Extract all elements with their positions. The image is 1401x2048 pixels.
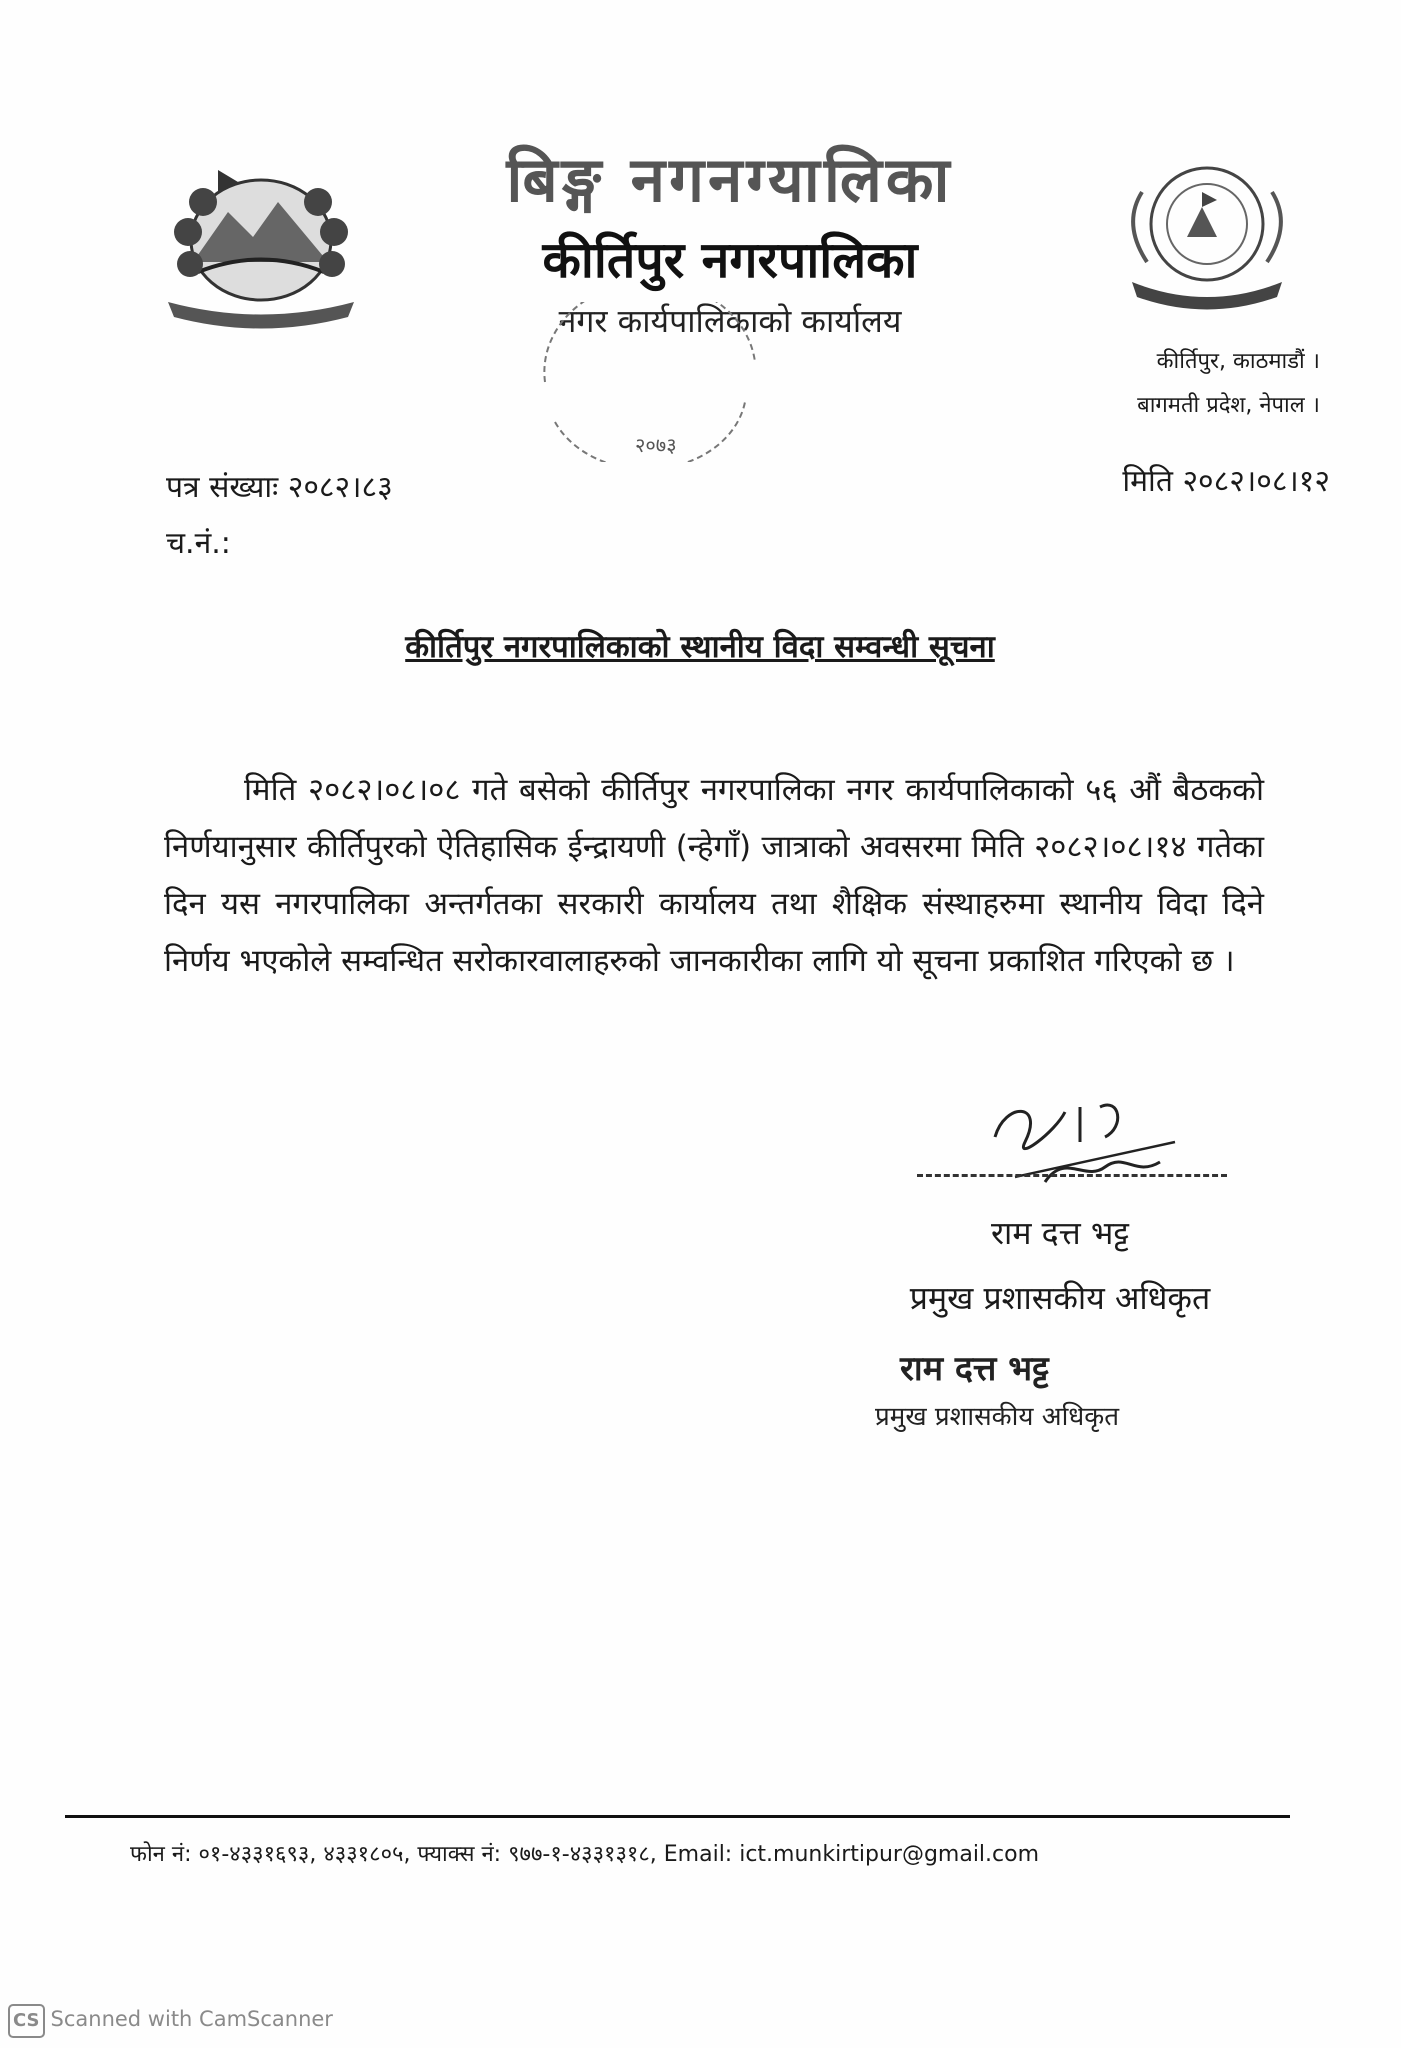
camscanner-text: Scanned with CamScanner	[50, 2007, 333, 2031]
office-seal-stamp	[535, 302, 765, 462]
dispatch-number: च.नं.:	[166, 526, 231, 561]
municipality-name: कीर्तिपुर नगरपालिका	[542, 231, 918, 289]
municipality-logo-icon	[1092, 162, 1322, 312]
footer-contact: फोन नं: ०१-४३३१६९३, ४३३१८०५, फ्याक्स नं: ९७७-१-४३३१३१८, Email: ict.munkirtipur@gmail.com	[130, 1842, 1040, 1867]
stamp-signer-name: राम दत्त भट्ट	[900, 1349, 1049, 1389]
signer-name: राम दत्त भट्ट	[990, 1214, 1130, 1252]
seal-year-text: २०७३	[635, 433, 677, 457]
signature-line	[917, 1174, 1227, 1177]
letter-number: पत्र संख्याः २०८२।८३	[166, 470, 393, 505]
newar-script-title: बिङ्ग नगनग्यालिका	[506, 143, 954, 216]
stamp-signer-title: प्रमुख प्रशासकीय अधिकृत	[875, 1402, 1120, 1432]
address-line-city: कीर्तिपुर, काठमाडौं ।	[1156, 349, 1320, 374]
notice-subject: कीर्तिपुर नगरपालिकाको स्थानीय विदा सम्वन्धी सूचना	[405, 629, 995, 665]
notice-body: मिति २०८२।०८।०८ गते बसेको कीर्तिपुर नगरपालिका नगर कार्यपालिकाको ५६ औं बैठकको निर्णयानुसार कीर्तिपुरको ऐतिहासिक ईन्द्रायणी (न्हेगाँ) जात्राको अवसरमा मिति २०८२।०८।१४ गतेका दिन यस नगरपालिका अन्तर्गतका सरकारी कार्यालय तथा शैक्षिक संस्थाहरुमा स्थानीय विदा दिने निर्णय भएकोले सम्वन्धित सरोकारवालाहरुको जानकारीका लागि यो सूचना प्रकाशित गरिएको छ ।	[164, 772, 1264, 979]
footer-divider	[65, 1815, 1290, 1818]
letter-date: मिति २०८२।०८।१२	[1122, 464, 1330, 499]
camscanner-logo-icon: CS	[8, 2004, 45, 2038]
camscanner-watermark	[8, 2004, 333, 2038]
nepal-emblem-icon	[158, 152, 364, 332]
address-line-province: बागमती प्रदेश, नेपाल ।	[1137, 393, 1320, 418]
office-name: नगर कार्यपालिकाको कार्यालय	[558, 302, 902, 340]
signer-title: प्रमुख प्रशासकीय अधिकृत	[909, 1279, 1211, 1317]
